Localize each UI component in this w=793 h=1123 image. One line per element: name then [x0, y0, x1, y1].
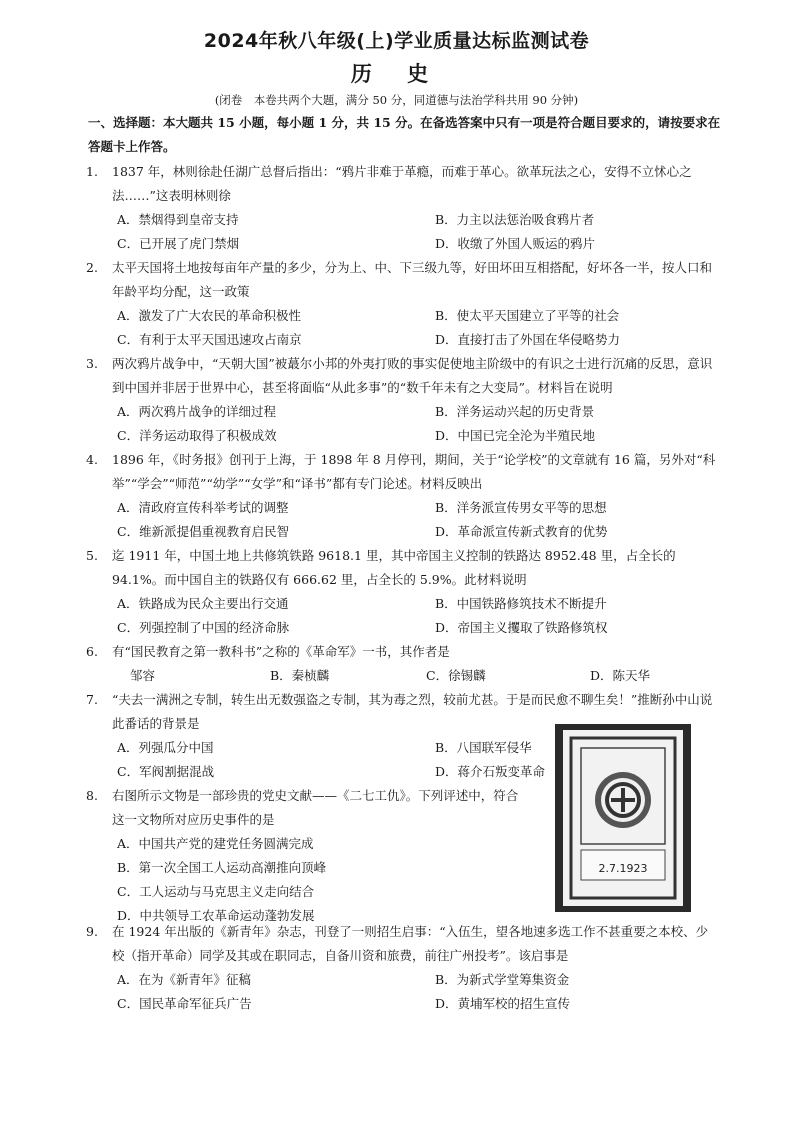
question-stem: 1837 年，林则徐赴任湖广总督后指出：“鸦片非难于革瘾，而难于革心。欲革玩法之心，安得不立怵心之法……”这表明林则徐	[112, 164, 692, 203]
question-1	[86, 160, 720, 208]
option-d[interactable]: D．帝国主义攫取了铁路修筑权	[435, 620, 608, 635]
question-stem: 1896 年，《时务报》创刊于上海，于 1898 年 8 月停刊，期间，关于“论学校”的文章就有 16 篇，另外对“科举”“学会”“师范”“幼学”“女学”和“译书”都有专门论述。材料反映出	[112, 452, 716, 491]
option-c[interactable]: C．徐锡麟	[426, 668, 486, 683]
option-c[interactable]: C．维新派提倡重视教育启民智	[117, 524, 290, 539]
option-c[interactable]: C．军阀割据混战	[117, 764, 215, 779]
option-a[interactable]: A．中国共产党的建党任务圆满完成	[117, 836, 314, 851]
option-b[interactable]: B．洋务派宣传男女平等的思想	[435, 500, 607, 515]
option-c[interactable]: C．列强控制了中国的经济命脉	[117, 620, 290, 635]
option-d[interactable]: D．革命派宣传新式教育的优势	[435, 524, 608, 539]
relic-drawing	[553, 722, 693, 914]
option-b[interactable]: B．八国联军侵华	[435, 740, 532, 755]
relic-label: 2.7.1923	[598, 862, 648, 875]
question-number: 5.	[86, 548, 98, 563]
question-number: 9.	[86, 924, 98, 939]
question-3	[86, 352, 720, 400]
question-stem: 右图所示文物是一部珍贵的党史文献——《二七工仇》。下列评述中，符合这一文物所对应历史事件的是	[112, 788, 519, 827]
option-a[interactable]: A．激发了广大农民的革命积极性	[117, 308, 302, 323]
option-d[interactable]: D．直接打击了外国在华侵略势力	[435, 332, 621, 347]
question-stem: 在 1924 年出版的《新青年》杂志，刊登了一则招生启事：“入伍生，望各地速多选工作不甚重要之本校、少校（指开革命）同学及其或在职同志，自备川资和旅费，前往广州投考”。该启事是	[112, 924, 709, 963]
question-8	[86, 784, 522, 832]
option-b[interactable]: B．洋务运动兴起的历史背景	[435, 404, 595, 419]
exam-note: (闭卷 本卷共两个大题，满分 50 分，同道德与法治学科共用 90 分钟)	[214, 93, 579, 107]
option-d[interactable]: D．陈天华	[590, 668, 651, 683]
question-stem: 迄 1911 年，中国土地上共修筑铁路 9618.1 里，其中帝国主义控制的铁路达 8952.48 里，占全长的 94.1%。而中国自主的铁路仅有 666.62 里，占全长的 5.9%。此材料说明	[112, 548, 676, 587]
option-a[interactable]: 邹容	[130, 668, 156, 683]
option-a[interactable]: A．铁路成为民众主要出行交通	[117, 596, 289, 611]
question-number: 7.	[86, 692, 98, 707]
option-c[interactable]: C．洋务运动取得了积极成效	[117, 428, 277, 443]
question-number: 2.	[86, 260, 98, 275]
option-a[interactable]: A．两次鸦片战争的详细过程	[117, 404, 277, 419]
option-d[interactable]: D．中国已完全沦为半殖民地	[435, 428, 596, 443]
question-number: 1.	[86, 164, 98, 179]
question-5	[86, 544, 720, 592]
question-4	[86, 448, 720, 496]
question-2	[86, 256, 720, 304]
option-d[interactable]: D．蒋介石叛变革命	[435, 764, 546, 779]
option-b[interactable]: B．使太平天国建立了平等的社会	[435, 308, 620, 323]
question-6	[86, 640, 720, 664]
subject-title: 历 史	[350, 62, 443, 86]
question-stem: 两次鸦片战争中，“天朝大国”被蕞尔小邦的外夷打败的事实促使地主阶级中的有识之士进行沉痛的反思，意识到中国并非居于世界中心，甚至将面临“从此多事”的“数千年未有之大变局”。材料旨在说明	[112, 356, 713, 395]
option-c[interactable]: C．已开展了虎门禁烟	[117, 236, 240, 251]
question-number: 3.	[86, 356, 98, 371]
option-a[interactable]: A．在为《新青年》征稿	[117, 972, 252, 987]
option-a[interactable]: A．禁烟得到皇帝支持	[117, 212, 239, 227]
option-b[interactable]: B．为新式学堂筹集资金	[435, 972, 570, 987]
question-number: 4.	[86, 452, 98, 467]
option-d[interactable]: D．中共领导工农革命运动蓬勃发展	[117, 908, 315, 923]
option-c[interactable]: C．工人运动与马克思主义走向结合	[117, 884, 315, 899]
exam-title: 2024年秋八年级(上)学业质量达标监测试卷	[203, 30, 590, 52]
question-number: 8.	[86, 788, 98, 803]
option-d[interactable]: D．收缴了外国人贩运的鸦片	[435, 236, 596, 251]
option-c[interactable]: C．国民革命军征兵广告	[117, 996, 252, 1011]
option-d[interactable]: D．黄埔军校的招生宣传	[435, 996, 571, 1011]
question-stem: “夫去一满洲之专制，转生出无数强盗之专制，其为毒之烈，较前尤甚。于是而民愈不聊生矣！”推断孙中山说此番话的背景是	[112, 692, 713, 731]
question-9	[86, 920, 720, 968]
option-a[interactable]: A．清政府宣传科举考试的调整	[117, 500, 289, 515]
option-b[interactable]: B．第一次全国工人运动高潮推向顶峰	[117, 860, 327, 875]
question-stem: 有“国民教育之第一教科书”之称的《革命军》一书，其作者是	[112, 644, 450, 659]
option-b[interactable]: B．中国铁路修筑技术不断提升	[435, 596, 607, 611]
section-heading: 一、选择题：本大题共 15 小题，每小题 1 分，共 15 分。在备选答案中只有一项是符合题目要求的，请按要求在答题卡上作答。	[88, 115, 721, 154]
option-b[interactable]: B．秦桢麟	[270, 668, 330, 683]
relic-image	[553, 722, 693, 914]
option-c[interactable]: C．有利于太平天国迅速攻占南京	[117, 332, 302, 347]
option-b[interactable]: B．力主以法惩治吸食鸦片者	[435, 212, 595, 227]
question-stem: 太平天国将土地按每亩年产量的多少，分为上、中、下三级九等，好田坏田互相搭配，好坏各一半，按人口和年龄平均分配，这一政策	[112, 260, 713, 299]
question-number: 6.	[86, 644, 98, 659]
option-a[interactable]: A．列强瓜分中国	[117, 740, 214, 755]
